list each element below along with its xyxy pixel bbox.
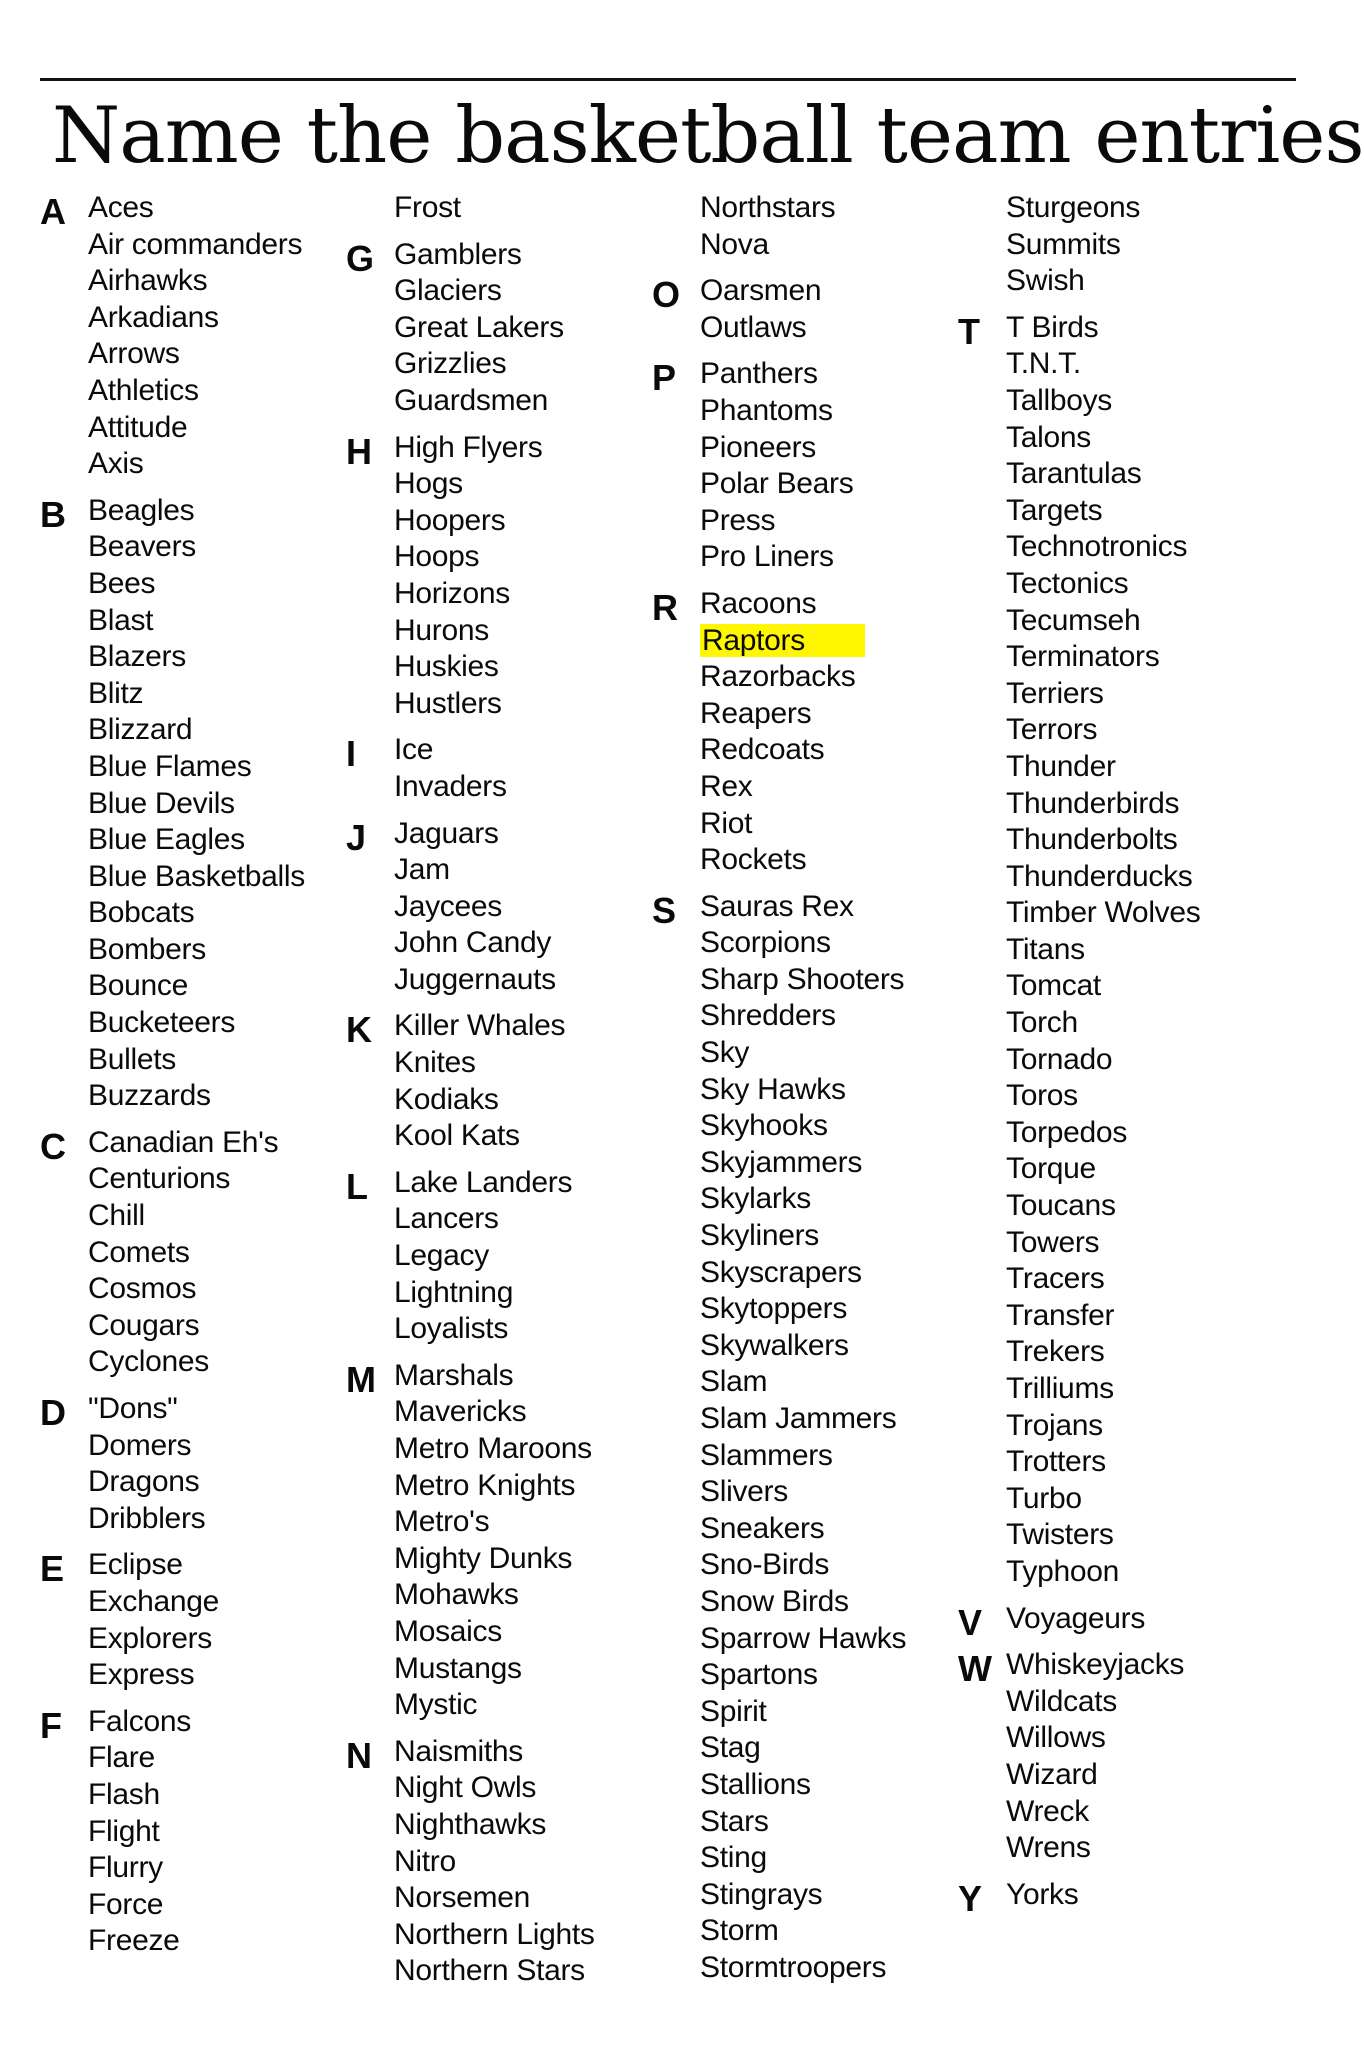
team-entry: Northern Lights bbox=[394, 1917, 595, 1951]
team-entry: Bucketeers bbox=[88, 1006, 236, 1040]
section-letter: T bbox=[958, 310, 980, 352]
team-entry: Press bbox=[700, 503, 776, 537]
team-entry: Exchange bbox=[88, 1584, 220, 1618]
team-entry: Hurons bbox=[394, 613, 489, 647]
team-entry: Blazers bbox=[88, 640, 186, 674]
team-list bbox=[40, 1125, 340, 1381]
team-entry: Trekers bbox=[1006, 1335, 1105, 1369]
team-entry: Titans bbox=[1006, 932, 1085, 966]
team-entry: Thunderbirds bbox=[1006, 786, 1180, 820]
column-2 bbox=[346, 190, 646, 2000]
team-list bbox=[346, 237, 646, 420]
team-entry: "Dons" bbox=[88, 1392, 178, 1425]
team-entry: Pioneers bbox=[700, 430, 817, 464]
team-entry: Lake Landers bbox=[394, 1165, 573, 1199]
team-entry: Skylarks bbox=[700, 1182, 811, 1216]
team-entry: Metro's bbox=[394, 1505, 490, 1539]
team-entry: Great Lakers bbox=[394, 310, 564, 344]
team-entry: Sauras Rex bbox=[700, 889, 854, 923]
team-list bbox=[652, 889, 952, 1987]
team-entry: Reapers bbox=[700, 696, 812, 730]
team-entry: Axis bbox=[88, 447, 144, 481]
team-entry: Northstars bbox=[700, 191, 836, 224]
team-entry: Yorks bbox=[1006, 1877, 1079, 1911]
team-entry: Skyscrapers bbox=[700, 1255, 862, 1289]
team-entry: Wrens bbox=[1006, 1831, 1091, 1865]
team-entry: Mighty Dunks bbox=[394, 1541, 573, 1575]
section-letter: E bbox=[40, 1548, 65, 1590]
team-entry: Tarantulas bbox=[1006, 457, 1142, 491]
section-letter: W bbox=[958, 1648, 992, 1690]
team-entry: Bobcats bbox=[88, 896, 195, 930]
team-entry: Wildcats bbox=[1006, 1684, 1117, 1718]
team-entry: Pro Liners bbox=[700, 540, 834, 574]
team-entry-highlighted: Raptors bbox=[700, 623, 952, 660]
team-entry: Slammers bbox=[700, 1438, 833, 1472]
letter-group-continued bbox=[652, 190, 952, 263]
team-entry: Swish bbox=[1006, 264, 1085, 298]
team-entry: Knites bbox=[394, 1046, 476, 1080]
section-letter: B bbox=[40, 493, 66, 535]
column-3 bbox=[652, 190, 952, 1997]
section-letter: V bbox=[958, 1601, 983, 1643]
team-entry: Nitro bbox=[394, 1844, 456, 1878]
team-entry: Trilliums bbox=[1006, 1372, 1114, 1405]
team-entry: Skyjammers bbox=[700, 1145, 863, 1179]
team-entry: Tectonics bbox=[1006, 566, 1129, 600]
letter-group-d bbox=[40, 1391, 340, 1537]
team-entry: Polar Bears bbox=[700, 467, 854, 501]
team-entry: Thunder bbox=[1006, 749, 1116, 783]
letter-group-m bbox=[346, 1358, 646, 1724]
team-entry: Grizzlies bbox=[394, 347, 507, 381]
team-entry: Gamblers bbox=[394, 237, 522, 271]
team-entry: Arkadians bbox=[88, 300, 219, 334]
team-entry: Sparrow Hawks bbox=[700, 1621, 907, 1655]
team-entry: Timber Wolves bbox=[1006, 896, 1201, 930]
team-list bbox=[346, 1008, 646, 1154]
team-entry: Night Owls bbox=[394, 1771, 537, 1805]
team-entry: Terrors bbox=[1006, 713, 1098, 747]
team-entry: Stingrays bbox=[700, 1877, 823, 1911]
team-entry: Blue Devils bbox=[88, 786, 235, 820]
section-letter: M bbox=[346, 1358, 376, 1400]
team-entry: Voyageurs bbox=[1006, 1601, 1146, 1635]
team-entry: Mystic bbox=[394, 1688, 478, 1722]
letter-group-continued bbox=[346, 190, 646, 227]
team-entry: Flurry bbox=[88, 1851, 163, 1885]
team-entry: Thunderducks bbox=[1006, 859, 1193, 893]
column-4 bbox=[958, 190, 1258, 1923]
team-entry: Sharp Shooters bbox=[700, 962, 905, 996]
letter-group-f bbox=[40, 1704, 340, 1960]
team-entry: Northern Stars bbox=[394, 1954, 585, 1988]
team-entry: Trotters bbox=[1006, 1445, 1106, 1479]
team-entry: Cyclones bbox=[88, 1345, 209, 1379]
team-entry: Naismiths bbox=[394, 1734, 523, 1768]
team-entry: Sky bbox=[700, 1036, 750, 1070]
team-entry: Lancers bbox=[394, 1202, 499, 1236]
letter-group-a bbox=[40, 190, 340, 483]
team-entry: Rex bbox=[700, 769, 753, 803]
team-entry: Norsemen bbox=[394, 1881, 530, 1915]
team-entry: Guardsmen bbox=[394, 383, 549, 417]
letter-group-p bbox=[652, 356, 952, 576]
team-entry: Sting bbox=[700, 1841, 767, 1875]
team-list bbox=[346, 1358, 646, 1724]
section-letter: F bbox=[40, 1704, 62, 1746]
team-entry: Tallboys bbox=[1006, 383, 1112, 417]
team-list bbox=[346, 816, 646, 999]
team-entry: Kool Kats bbox=[394, 1119, 520, 1153]
letter-group-l bbox=[346, 1165, 646, 1348]
team-entry: Terriers bbox=[1006, 676, 1104, 710]
team-entry: Jaycees bbox=[394, 889, 502, 923]
team-entry: Transfer bbox=[1006, 1298, 1115, 1332]
team-entry: Sky Hawks bbox=[700, 1072, 846, 1106]
team-entry: Blue Flames bbox=[88, 749, 252, 783]
team-entry: T.N.T. bbox=[1006, 347, 1081, 381]
team-entry: Blitz bbox=[88, 676, 144, 710]
letter-group-i bbox=[346, 732, 646, 805]
team-entry: Flare bbox=[88, 1741, 155, 1775]
team-entry: Racoons bbox=[700, 586, 817, 620]
team-entry: John Candy bbox=[394, 926, 552, 960]
team-entry: Skytoppers bbox=[700, 1292, 848, 1326]
column-1 bbox=[40, 190, 340, 1970]
team-list bbox=[652, 586, 952, 879]
team-entry: Scorpions bbox=[700, 926, 831, 960]
team-entry: Twisters bbox=[1006, 1518, 1114, 1552]
team-entry: Blue Basketballs bbox=[88, 859, 305, 893]
team-entry: Kodiaks bbox=[394, 1082, 499, 1116]
team-entry: Hoopers bbox=[394, 503, 506, 537]
team-entry: Tornado bbox=[1006, 1042, 1113, 1076]
top-rule bbox=[40, 78, 1296, 81]
team-entry: Toros bbox=[1006, 1079, 1078, 1113]
letter-group-e bbox=[40, 1547, 340, 1693]
team-entry: Torpedos bbox=[1006, 1115, 1128, 1149]
team-entry: Metro Knights bbox=[394, 1468, 576, 1502]
team-entry: Express bbox=[88, 1658, 195, 1692]
team-list bbox=[958, 1601, 1258, 1638]
team-list bbox=[346, 1165, 646, 1348]
team-entry: Canadian Eh's bbox=[88, 1125, 279, 1159]
team-entry: Aces bbox=[88, 191, 154, 224]
team-entry: Trojans bbox=[1006, 1408, 1103, 1442]
team-entry: Marshals bbox=[394, 1358, 514, 1392]
team-entry: Blizzard bbox=[88, 713, 193, 747]
team-entry: Storm bbox=[700, 1914, 779, 1948]
team-entry: Stars bbox=[700, 1804, 769, 1838]
team-entry: Frost bbox=[394, 191, 461, 224]
team-entry: Metro Maroons bbox=[394, 1432, 592, 1465]
team-list bbox=[652, 273, 952, 346]
team-entry: Lightning bbox=[394, 1275, 514, 1309]
team-entry: Torque bbox=[1006, 1152, 1096, 1186]
team-entry: Typhoon bbox=[1006, 1554, 1119, 1588]
team-entry: Slam bbox=[700, 1365, 768, 1399]
section-letter: C bbox=[40, 1125, 66, 1167]
team-entry: Dragons bbox=[88, 1465, 200, 1499]
page-title: Name the basketball team entries bbox=[52, 91, 1364, 181]
team-entry: Willows bbox=[1006, 1721, 1106, 1755]
team-list bbox=[652, 190, 952, 263]
section-letter: J bbox=[346, 816, 367, 858]
team-entry: Stormtroopers bbox=[700, 1950, 887, 1984]
team-list bbox=[958, 1647, 1258, 1867]
team-entry: Skywalkers bbox=[700, 1328, 849, 1362]
section-letter: S bbox=[652, 889, 677, 931]
team-entry: Ice bbox=[394, 733, 434, 767]
team-entry: Buzzards bbox=[88, 1079, 211, 1113]
section-letter: K bbox=[346, 1009, 372, 1051]
team-list bbox=[40, 1704, 340, 1960]
section-letter: N bbox=[346, 1734, 372, 1776]
team-list bbox=[652, 356, 952, 576]
team-entry: Riot bbox=[700, 806, 753, 840]
team-entry: Eclipse bbox=[88, 1548, 183, 1582]
section-letter: O bbox=[652, 274, 681, 316]
team-entry: Wizard bbox=[1006, 1757, 1098, 1791]
team-list bbox=[40, 190, 340, 483]
team-entry: Centurions bbox=[88, 1162, 231, 1196]
team-entry: Nova bbox=[700, 227, 769, 261]
team-entry: Bombers bbox=[88, 932, 206, 966]
team-entry: Falcons bbox=[88, 1704, 191, 1738]
team-entry: Air commanders bbox=[88, 227, 303, 261]
team-list bbox=[346, 1734, 646, 1990]
team-entry: Force bbox=[88, 1887, 164, 1921]
team-entry: Spirit bbox=[700, 1694, 767, 1728]
letter-group-t bbox=[958, 310, 1258, 1591]
team-entry: Mustangs bbox=[394, 1651, 522, 1685]
team-entry: Loyalists bbox=[394, 1312, 509, 1346]
team-entry: Slam Jammers bbox=[700, 1402, 897, 1435]
letter-group-y bbox=[958, 1877, 1258, 1919]
team-entry: Towers bbox=[1006, 1225, 1100, 1259]
team-entry: Blue Eagles bbox=[88, 823, 245, 857]
team-entry: Blast bbox=[88, 603, 154, 637]
section-letter: Y bbox=[958, 1877, 983, 1919]
team-entry: Sturgeons bbox=[1006, 191, 1141, 224]
letter-group-b bbox=[40, 493, 340, 1115]
team-entry: Chill bbox=[88, 1199, 145, 1233]
letter-group-c bbox=[40, 1125, 340, 1381]
team-entry: Talons bbox=[1006, 420, 1091, 454]
team-entry: Technotronics bbox=[1006, 530, 1188, 564]
letter-group-s bbox=[652, 889, 952, 1987]
team-entry: Terminators bbox=[1006, 640, 1160, 674]
section-letter: G bbox=[346, 237, 375, 279]
team-entry: Panthers bbox=[700, 357, 818, 391]
team-entry: Mavericks bbox=[394, 1395, 527, 1429]
team-entry: Bees bbox=[88, 566, 156, 600]
section-letter: D bbox=[40, 1392, 66, 1433]
team-entry: Cosmos bbox=[88, 1272, 197, 1306]
team-list bbox=[346, 430, 646, 723]
team-entry: Legacy bbox=[394, 1239, 489, 1273]
team-entry: Stallions bbox=[700, 1767, 811, 1801]
team-entry: Attitude bbox=[88, 410, 188, 444]
team-entry: Skyliners bbox=[700, 1219, 819, 1253]
team-entry: Rockets bbox=[700, 843, 807, 877]
team-entry: Juggernauts bbox=[394, 962, 556, 996]
team-entry: Cougars bbox=[88, 1308, 200, 1342]
team-entry: Comets bbox=[88, 1235, 190, 1269]
team-entry: Jaguars bbox=[394, 816, 499, 850]
section-letter: I bbox=[346, 733, 357, 775]
team-entry: Beavers bbox=[88, 530, 196, 564]
team-entry: Sno-Birds bbox=[700, 1548, 830, 1582]
team-entry: Oarsmen bbox=[700, 274, 822, 308]
letter-group-g bbox=[346, 237, 646, 420]
team-entry: Turbo bbox=[1006, 1481, 1082, 1515]
team-entry: Toucans bbox=[1006, 1189, 1116, 1223]
team-entry: Bounce bbox=[88, 969, 188, 1003]
team-entry: Spartons bbox=[700, 1658, 818, 1692]
team-entry: Tracers bbox=[1006, 1262, 1105, 1296]
team-list bbox=[958, 310, 1258, 1591]
team-list bbox=[40, 493, 340, 1115]
team-entry: Wreck bbox=[1006, 1794, 1089, 1828]
team-entry: Snow Birds bbox=[700, 1584, 849, 1618]
team-entry: Mohawks bbox=[394, 1578, 519, 1612]
team-entry: Flight bbox=[88, 1814, 160, 1848]
team-entry: Targets bbox=[1006, 493, 1103, 527]
team-entry: Whiskeyjacks bbox=[1006, 1648, 1185, 1682]
letter-group-r bbox=[652, 586, 952, 879]
team-entry: Hoops bbox=[394, 540, 480, 574]
team-entry: Hustlers bbox=[394, 686, 502, 720]
team-entry: Huskies bbox=[394, 650, 499, 684]
team-entry: Bullets bbox=[88, 1042, 176, 1076]
team-entry: Athletics bbox=[88, 373, 199, 407]
letter-group-j bbox=[346, 816, 646, 999]
team-entry: Redcoats bbox=[700, 733, 825, 767]
team-entry: Killer Whales bbox=[394, 1009, 566, 1043]
team-list bbox=[40, 1391, 340, 1537]
team-list bbox=[958, 190, 1258, 300]
section-letter: H bbox=[346, 430, 372, 472]
team-entry: Skyhooks bbox=[700, 1109, 828, 1143]
letter-group-w bbox=[958, 1647, 1258, 1867]
team-list bbox=[346, 732, 646, 805]
team-entry: Arrows bbox=[88, 337, 180, 371]
team-list bbox=[958, 1877, 1258, 1914]
team-entry: Slivers bbox=[700, 1475, 788, 1509]
team-entry: Dribblers bbox=[88, 1501, 206, 1535]
team-entry: Beagles bbox=[88, 493, 195, 527]
team-entry: T Birds bbox=[1006, 310, 1099, 344]
letter-group-v bbox=[958, 1601, 1258, 1643]
team-entry: Phantoms bbox=[700, 393, 833, 427]
letter-group-continued bbox=[958, 190, 1258, 300]
letter-group-o bbox=[652, 273, 952, 346]
team-entry: Explorers bbox=[88, 1621, 213, 1655]
team-entry: Thunderbolts bbox=[1006, 823, 1178, 857]
team-entry: Tomcat bbox=[1006, 969, 1101, 1003]
section-letter: L bbox=[346, 1165, 368, 1207]
team-entry: Jam bbox=[394, 853, 450, 887]
team-entry: Torch bbox=[1006, 1006, 1078, 1040]
team-list bbox=[40, 1547, 340, 1693]
team-entry: High Flyers bbox=[394, 430, 543, 464]
team-entry: Sneakers bbox=[700, 1511, 825, 1545]
section-letter: R bbox=[652, 586, 678, 628]
team-list bbox=[346, 190, 646, 227]
team-entry: Freeze bbox=[88, 1924, 180, 1958]
team-entry: Domers bbox=[88, 1428, 192, 1462]
letter-group-h bbox=[346, 430, 646, 723]
team-entry: Razorbacks bbox=[700, 660, 856, 694]
team-entry: Glaciers bbox=[394, 274, 502, 308]
section-letter: A bbox=[40, 191, 66, 232]
team-entry: Stag bbox=[700, 1731, 761, 1765]
team-entry: Hogs bbox=[394, 467, 463, 501]
letter-group-k bbox=[346, 1008, 646, 1154]
team-entry: Tecumseh bbox=[1006, 603, 1141, 637]
team-entry: Airhawks bbox=[88, 264, 208, 298]
team-entry: Mosaics bbox=[394, 1614, 502, 1648]
team-entry: Flash bbox=[88, 1777, 160, 1811]
section-letter: P bbox=[652, 357, 677, 399]
letter-group-n bbox=[346, 1734, 646, 1990]
team-entry: Shredders bbox=[700, 999, 836, 1033]
team-entry: Invaders bbox=[394, 769, 507, 803]
team-entry: Horizons bbox=[394, 576, 510, 610]
team-entry: Outlaws bbox=[700, 310, 807, 344]
team-entry: Nighthawks bbox=[394, 1807, 547, 1841]
team-entry: Summits bbox=[1006, 227, 1121, 261]
